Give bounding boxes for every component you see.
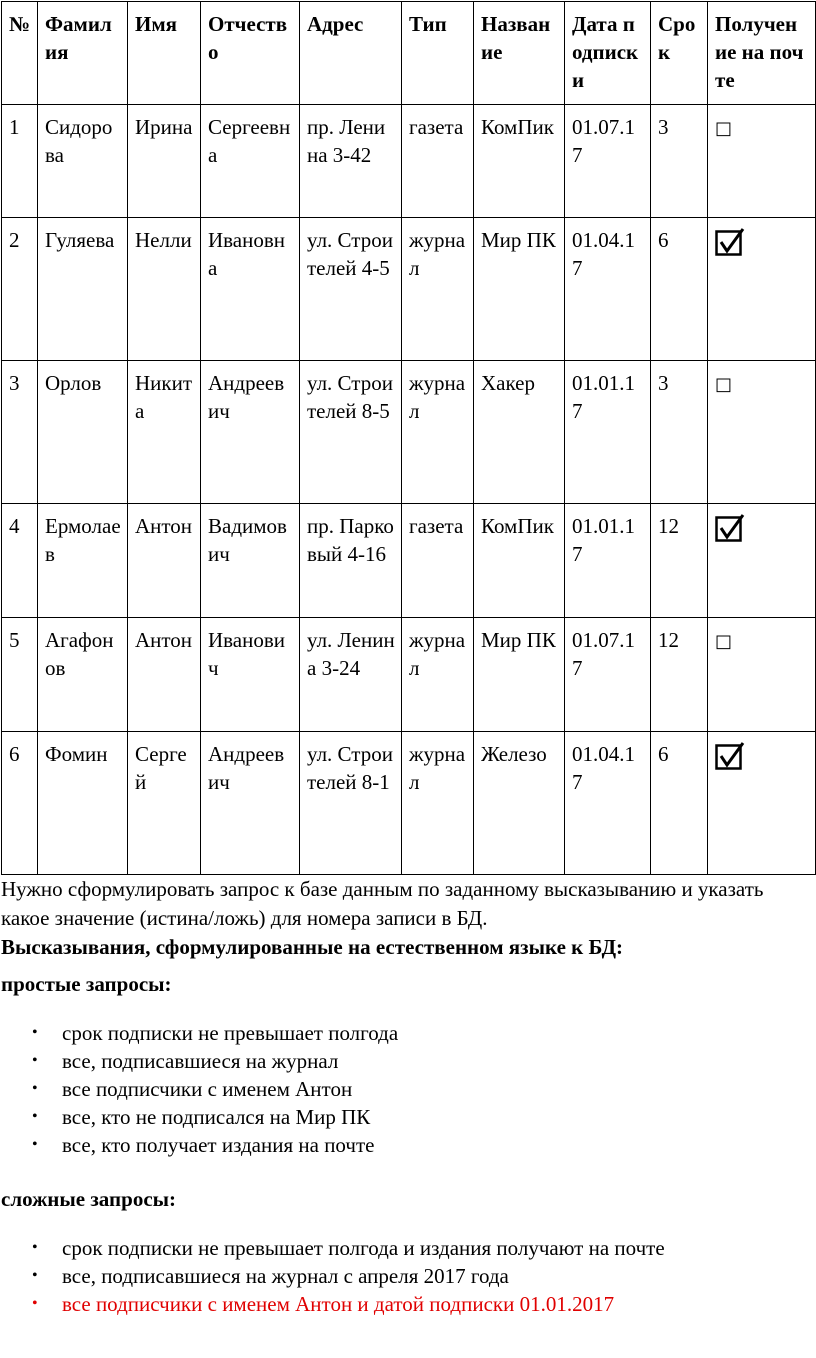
cell-last-name: Орлов: [38, 361, 128, 504]
subscribers-table: [1, 1, 816, 875]
table-row: [2, 504, 816, 618]
cell-num: 5: [2, 618, 38, 732]
empty-box-icon: □: [715, 631, 733, 652]
list-item: • все, кто получает издания на почте: [62, 1131, 816, 1159]
header-address: Адрес: [300, 2, 402, 105]
cell-num: 4: [2, 504, 38, 618]
cell-middle-name: Андреевич: [201, 732, 300, 875]
cell-address: пр. Ленина 3-42: [300, 105, 402, 218]
cell-first-name: Сергей: [128, 732, 201, 875]
cell-mail: [708, 361, 816, 504]
list-item: • срок подписки не превышает полгода: [62, 1019, 816, 1047]
cell-type: журнал: [402, 732, 474, 875]
cell-num: 1: [2, 105, 38, 218]
cell-date: 01.01.17: [565, 361, 651, 504]
cell-address: пр. Парковый 4-16: [300, 504, 402, 618]
cell-middle-name: Сергеевна: [201, 105, 300, 218]
header-title: Название: [474, 2, 565, 105]
list-item-highlighted: • все подписчики с именем Антон и датой подписки 01.01.2017: [62, 1290, 816, 1318]
cell-mail: [708, 105, 816, 218]
cell-num: 2: [2, 218, 38, 361]
cell-first-name: Никита: [128, 361, 201, 504]
cell-title: Железо: [474, 732, 565, 875]
table-row: [2, 618, 816, 732]
cell-term: 6: [651, 218, 708, 361]
cell-address: ул. Ленина 3-24: [300, 618, 402, 732]
header-first-name: Имя: [128, 2, 201, 105]
cell-title: Мир ПК: [474, 218, 565, 361]
cell-address: ул. Строителей 8-1: [300, 732, 402, 875]
cell-date: 01.01.17: [565, 504, 651, 618]
cell-first-name: Ирина: [128, 105, 201, 218]
cell-term: 6: [651, 732, 708, 875]
table-row: [2, 105, 816, 218]
cell-first-name: Антон: [128, 504, 201, 618]
complex-queries-list: [0, 1234, 816, 1318]
cell-date: 01.04.17: [565, 732, 651, 875]
cell-last-name: Агафонов: [38, 618, 128, 732]
header-last-name: Фамилия: [38, 2, 128, 105]
cell-date: 01.04.17: [565, 218, 651, 361]
cell-term: 3: [651, 361, 708, 504]
list-item: • срок подписки не превышает полгода и издания получают на почте: [62, 1234, 816, 1262]
cell-date: 01.07.17: [565, 618, 651, 732]
empty-box-icon: □: [715, 118, 733, 139]
cell-title: Мир ПК: [474, 618, 565, 732]
header-num: №: [2, 2, 38, 105]
cell-address: ул. Строителей 8-5: [300, 361, 402, 504]
cell-mail: [708, 504, 816, 618]
list-item: • все, кто не подписался на Мир ПК: [62, 1103, 816, 1131]
cell-type: журнал: [402, 618, 474, 732]
simple-queries-title: простые запросы:: [1, 972, 172, 996]
cell-last-name: Фомин: [38, 732, 128, 875]
header-mail: Получение на почте: [708, 2, 816, 105]
cell-title: КомПик: [474, 504, 565, 618]
table-header-row: [2, 2, 816, 105]
checked-box-icon: [715, 742, 745, 770]
cell-type: газета: [402, 105, 474, 218]
cell-address: ул. Строителей 4-5: [300, 218, 402, 361]
cell-term: 12: [651, 504, 708, 618]
cell-term: 12: [651, 618, 708, 732]
cell-type: газета: [402, 504, 474, 618]
empty-box-icon: □: [715, 374, 733, 395]
cell-middle-name: Вадимович: [201, 504, 300, 618]
complex-queries-title: сложные запросы:: [1, 1187, 177, 1211]
header-term: Срок: [651, 2, 708, 105]
cell-last-name: Ермолаев: [38, 504, 128, 618]
header-type: Тип: [402, 2, 474, 105]
cell-num: 3: [2, 361, 38, 504]
cell-middle-name: Ивановна: [201, 218, 300, 361]
cell-mail: [708, 618, 816, 732]
cell-first-name: Антон: [128, 618, 201, 732]
cell-type: журнал: [402, 218, 474, 361]
cell-type: журнал: [402, 361, 474, 504]
intro-text: Нужно сформулировать запрос к базе данным по заданному высказыванию и указать какое значение (истина/ложь) для номера записи в БД.: [1, 877, 764, 930]
cell-first-name: Нелли: [128, 218, 201, 361]
header-date: Дата подписки: [565, 2, 651, 105]
cell-middle-name: Иванович: [201, 618, 300, 732]
checked-box-icon: [715, 514, 745, 542]
cell-title: КомПик: [474, 105, 565, 218]
list-item: • все подписчики с именем Антон: [62, 1075, 816, 1103]
cell-term: 3: [651, 105, 708, 218]
cell-last-name: Сидорова: [38, 105, 128, 218]
table-row: [2, 218, 816, 361]
checked-box-icon: [715, 228, 745, 256]
cell-middle-name: Андреевич: [201, 361, 300, 504]
table-row: [2, 732, 816, 875]
cell-last-name: Гуляева: [38, 218, 128, 361]
cell-mail: [708, 732, 816, 875]
table-row: [2, 361, 816, 504]
cell-num: 6: [2, 732, 38, 875]
simple-queries-list: [0, 1019, 816, 1159]
statements-heading: Высказывания, сформулированные на естественном языке к БД:: [1, 935, 624, 959]
cell-title: Хакер: [474, 361, 565, 504]
cell-date: 01.07.17: [565, 105, 651, 218]
list-item: • все, подписавшиеся на журнал: [62, 1047, 816, 1075]
header-middle-name: Отчество: [201, 2, 300, 105]
list-item: • все, подписавшиеся на журнал с апреля 2017 года: [62, 1262, 816, 1290]
cell-mail: [708, 218, 816, 361]
